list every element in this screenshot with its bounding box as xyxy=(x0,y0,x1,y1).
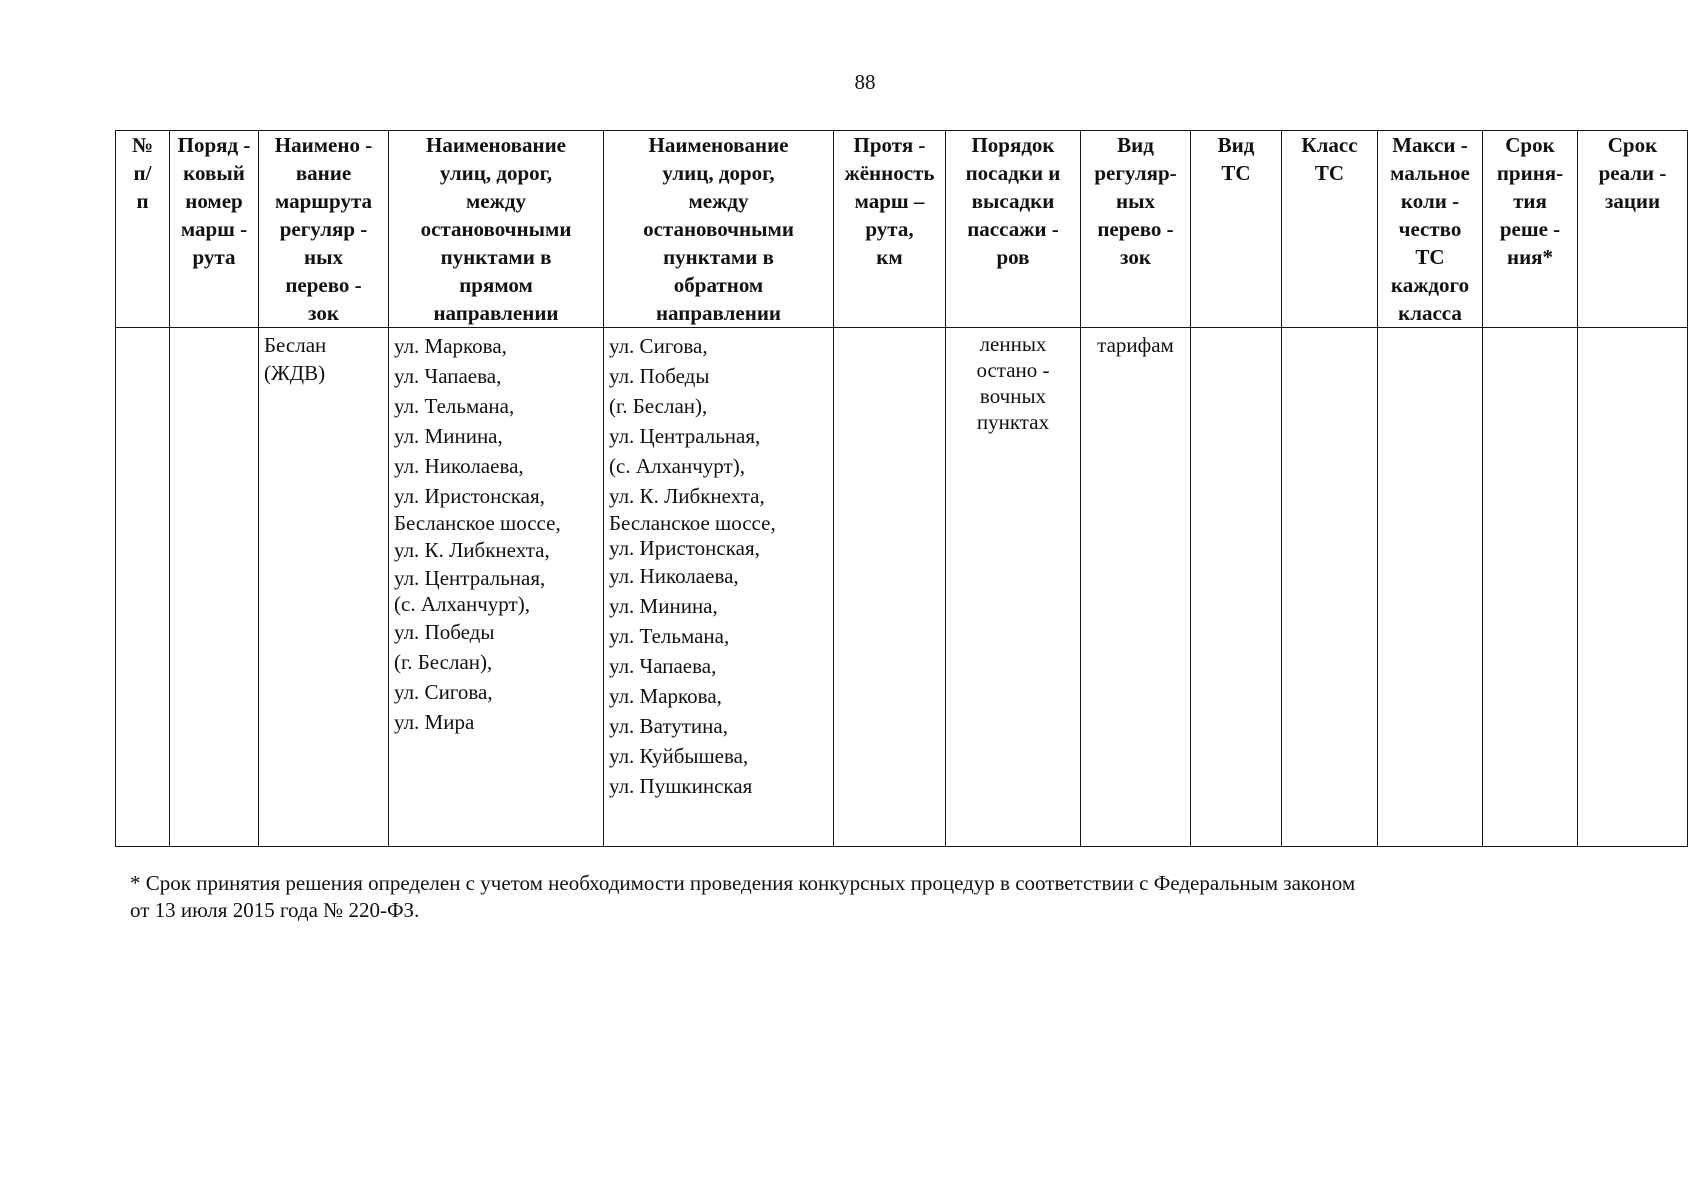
list-item: ул. Сигова, xyxy=(609,334,708,358)
list-item: Бесланское шоссе, xyxy=(609,511,776,535)
header-line: рута, xyxy=(865,217,914,241)
header-vehicle-type xyxy=(1191,131,1282,328)
header-line: ТС xyxy=(1221,161,1251,185)
header-line: улиц, дорог, xyxy=(439,161,553,185)
header-vehicle-class xyxy=(1282,131,1378,328)
list-item: ул. Сигова, xyxy=(394,680,493,704)
list-item: Беслан xyxy=(264,333,327,357)
list-item: ул. Ватутина, xyxy=(609,714,728,738)
list-item: Бесланское шоссе, xyxy=(394,511,561,535)
list-item: вочных xyxy=(979,384,1047,408)
header-line: ТС xyxy=(1314,161,1345,185)
header-line: приня- xyxy=(1496,161,1564,185)
cell-vehicle-class xyxy=(1282,328,1378,847)
header-route-order xyxy=(170,131,259,328)
header-line: Класс xyxy=(1301,133,1358,157)
list-item: (ЖДВ) xyxy=(264,361,326,385)
header-line: Вид xyxy=(1217,133,1255,157)
header-line: км xyxy=(876,245,903,269)
cell-vehicle-type xyxy=(1191,328,1282,847)
header-implementation-date xyxy=(1578,131,1688,328)
header-line: обратном xyxy=(673,273,764,297)
header-line: остановочными xyxy=(420,217,572,241)
header-line: реше - xyxy=(1499,217,1561,241)
header-line: Срок xyxy=(1607,133,1658,157)
cell-implementation-date xyxy=(1578,328,1688,847)
header-line: ТС xyxy=(1415,245,1445,269)
header-line: Срок xyxy=(1505,133,1555,157)
header-line: Поряд - xyxy=(177,133,251,157)
header-line: Протя - xyxy=(853,133,926,157)
header-line: ных xyxy=(1116,189,1155,213)
header-line: Наименование xyxy=(648,133,789,157)
list-item: ул. Тельмана, xyxy=(394,394,515,418)
footnote xyxy=(130,870,1670,924)
header-line: пунктами в xyxy=(663,245,774,269)
header-line: регуляр - xyxy=(279,217,368,241)
header-line: ных xyxy=(304,245,343,269)
header-line: Наименование xyxy=(426,133,566,157)
header-route-name xyxy=(259,131,389,328)
list-item: ул. Маркова, xyxy=(609,684,722,708)
header-line: зок xyxy=(308,301,339,325)
header-line: высадки xyxy=(971,189,1055,213)
list-item: ул. Тельмана, xyxy=(609,624,730,648)
header-number xyxy=(116,131,170,328)
header-line: пассажи - xyxy=(967,217,1059,241)
header-line: посадки и xyxy=(965,161,1061,185)
header-line: Наимено - xyxy=(274,133,373,157)
header-decision-date xyxy=(1483,131,1578,328)
header-line: регуляр- xyxy=(1094,161,1177,185)
cell-reverse-streets xyxy=(604,328,834,847)
routes-table xyxy=(115,130,1688,847)
header-line: между xyxy=(466,189,526,213)
list-item: от 13 июля 2015 года № 220-ФЗ. xyxy=(130,898,420,922)
route-name-text xyxy=(259,328,388,387)
header-line: ния* xyxy=(1506,245,1554,269)
cell-route-length xyxy=(834,328,946,847)
header-line: прямом xyxy=(459,273,533,297)
table-row xyxy=(116,328,1688,847)
boarding-order-text xyxy=(946,328,1080,435)
list-item: ул. К. Либкнехта, xyxy=(394,538,550,562)
list-item: (г. Беслан), xyxy=(394,650,493,674)
header-line: марш - xyxy=(180,217,248,241)
list-item: ул. Иристонская, xyxy=(394,484,545,508)
header-line: рута xyxy=(192,245,236,269)
list-item: ул. Победы xyxy=(609,364,710,388)
header-line: мальное xyxy=(1390,161,1470,185)
list-item: ул. К. Либкнехта, xyxy=(609,484,765,508)
header-line: перево - xyxy=(1097,217,1174,241)
cell-max-vehicles xyxy=(1378,328,1483,847)
list-item: остано - xyxy=(976,358,1050,382)
page-number: 88 xyxy=(854,70,876,94)
list-item: (г. Беслан), xyxy=(609,394,708,418)
list-item: (с. Алханчурт), xyxy=(609,454,745,478)
header-line: между xyxy=(688,189,749,213)
reverse-streets-list xyxy=(604,328,833,801)
header-line: каждого xyxy=(1390,273,1470,297)
header-line: пунктами в xyxy=(440,245,552,269)
header-line: коли - xyxy=(1400,189,1460,213)
list-item: ул. Центральная, xyxy=(394,566,546,590)
header-line: зации xyxy=(1604,189,1661,213)
cell-decision-date xyxy=(1483,328,1578,847)
header-line: улиц, дорог, xyxy=(662,161,775,185)
header-line: п xyxy=(136,189,149,213)
header-line: ров xyxy=(996,245,1030,269)
header-route-length xyxy=(834,131,946,328)
header-line: № xyxy=(131,133,154,157)
header-line: реали - xyxy=(1598,161,1667,185)
header-line: направлении xyxy=(655,301,782,325)
list-item: * Срок принятия решения определен с учетом необходимости проведения конкурсных процедур в соответствии с Федеральным законом xyxy=(130,871,1356,895)
header-line: Порядок xyxy=(971,133,1055,157)
cell-route-order xyxy=(170,328,259,847)
list-item: ул. Иристонская, xyxy=(609,536,760,560)
header-line: Вид xyxy=(1117,133,1154,157)
header-max-vehicles xyxy=(1378,131,1483,328)
header-line: п/ xyxy=(133,161,152,185)
header-forward-streets xyxy=(389,131,604,328)
cell-route-name xyxy=(259,328,389,847)
transport-type-text: тарифам xyxy=(1097,333,1174,357)
list-item: пунктах xyxy=(976,410,1050,434)
table-header-row xyxy=(116,131,1688,328)
header-line: Макси - xyxy=(1392,133,1468,157)
cell-number xyxy=(116,328,170,847)
cell-transport-type xyxy=(1081,328,1191,847)
list-item: ул. Мира xyxy=(394,710,475,734)
header-transport-type xyxy=(1081,131,1191,328)
header-reverse-streets xyxy=(604,131,834,328)
header-line: маршрута xyxy=(274,189,373,213)
forward-streets-list xyxy=(389,328,603,737)
list-item: ул. Николаева, xyxy=(609,564,739,588)
list-item: ул. Маркова, xyxy=(394,334,507,358)
cell-boarding-order xyxy=(946,328,1081,847)
list-item: ул. Чапаева, xyxy=(609,654,717,678)
header-line: ковый xyxy=(183,161,245,185)
list-item: (с. Алханчурт), xyxy=(394,592,530,616)
cell-forward-streets xyxy=(389,328,604,847)
list-item: ленных xyxy=(979,332,1047,356)
list-item: ул. Победы xyxy=(394,620,495,644)
header-line: остановочными xyxy=(643,217,794,241)
list-item: ул. Николаева, xyxy=(394,454,524,478)
list-item: ул. Центральная, xyxy=(609,424,761,448)
header-boarding-order xyxy=(946,131,1081,328)
header-line: зок xyxy=(1120,245,1151,269)
header-line: тия xyxy=(1513,189,1547,213)
list-item: ул. Чапаева, xyxy=(394,364,502,388)
list-item: ул. Пушкинская xyxy=(609,774,753,798)
list-item: ул. Минина, xyxy=(609,594,718,618)
header-line: марш – xyxy=(854,189,925,213)
list-item: ул. Куйбышева, xyxy=(609,744,749,768)
header-line: перево - xyxy=(285,273,362,297)
header-line: чество xyxy=(1398,217,1462,241)
header-line: направлении xyxy=(433,301,559,325)
header-line: номер xyxy=(185,189,243,213)
header-line: жённость xyxy=(844,161,935,185)
header-line: вание xyxy=(295,161,352,185)
list-item: ул. Минина, xyxy=(394,424,503,448)
header-line: класса xyxy=(1398,301,1462,325)
